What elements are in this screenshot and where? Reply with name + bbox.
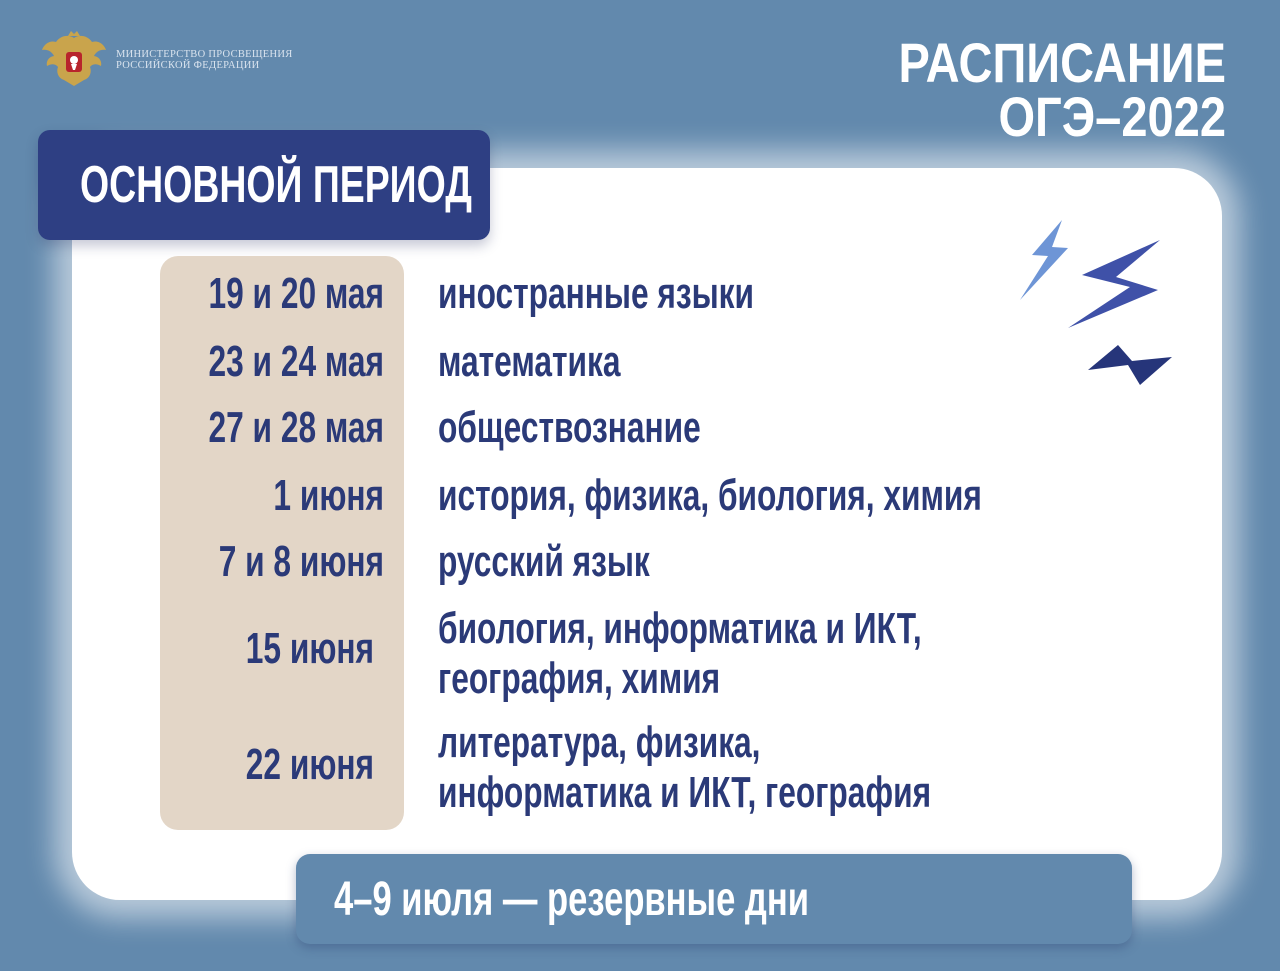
subject-line: русский язык: [438, 537, 650, 586]
exam-date: 19 и 20 мая: [208, 269, 384, 318]
schedule-row: [0, 534, 1280, 594]
exam-subject: [438, 718, 1057, 818]
lightning-bolts-icon: [1010, 215, 1190, 395]
subject-line: обществознание: [438, 403, 701, 452]
exam-date: 27 и 28 мая: [208, 403, 384, 452]
exam-date: 23 и 24 мая: [208, 337, 384, 386]
subject-line: история, физика, биология, химия: [438, 471, 982, 520]
exam-date: 15 июня: [245, 624, 374, 673]
subject-line: география, химия: [438, 654, 721, 703]
schedule-row: [0, 468, 1280, 528]
period-tab: [38, 130, 490, 240]
subject-line: литература, физика,: [438, 718, 761, 767]
exam-date: 1 июня: [273, 471, 384, 520]
reserve-days-banner: [296, 854, 1132, 944]
page-title: [873, 31, 1226, 148]
exam-date: 22 июня: [245, 740, 374, 789]
title-line1: РАСПИСАНИЕ: [898, 31, 1226, 94]
lightning-bolt-dark-icon: [1088, 345, 1172, 385]
subject-line: математика: [438, 337, 621, 386]
exam-date: 7 и 8 июня: [218, 537, 384, 586]
exam-subject: [438, 537, 1057, 587]
exam-subject: [438, 337, 1057, 387]
exam-subject: [438, 269, 1057, 319]
subject-line: иностранные языки: [438, 269, 755, 318]
title-line2: ОГЭ–2022: [998, 85, 1226, 148]
ministry-name-line2: РОССИЙСКОЙ ФЕДЕРАЦИИ: [116, 60, 260, 71]
exam-subject: [438, 604, 1057, 704]
reserve-days-text: 4–9 июля — резервные дни: [334, 872, 809, 926]
schedule-row: [0, 604, 1280, 704]
schedule-row: [0, 718, 1280, 818]
subject-line: биология, информатика и ИКТ,: [438, 604, 922, 653]
coat-of-arms-icon: [38, 30, 110, 90]
period-label: ОСНОВНОЙ ПЕРИОД: [80, 156, 472, 214]
ministry-header: [38, 30, 293, 90]
lightning-bolt-mid-icon: [1068, 240, 1160, 328]
lightning-bolt-light-icon: [1020, 220, 1068, 300]
exam-subject: [438, 471, 1057, 521]
ministry-name: [116, 49, 293, 71]
schedule-row: [0, 400, 1280, 460]
exam-subject: [438, 403, 1057, 453]
ministry-name-line1: МИНИСТЕРСТВО ПРОСВЕЩЕНИЯ: [116, 49, 293, 60]
subject-line: информатика и ИКТ, география: [438, 768, 932, 817]
